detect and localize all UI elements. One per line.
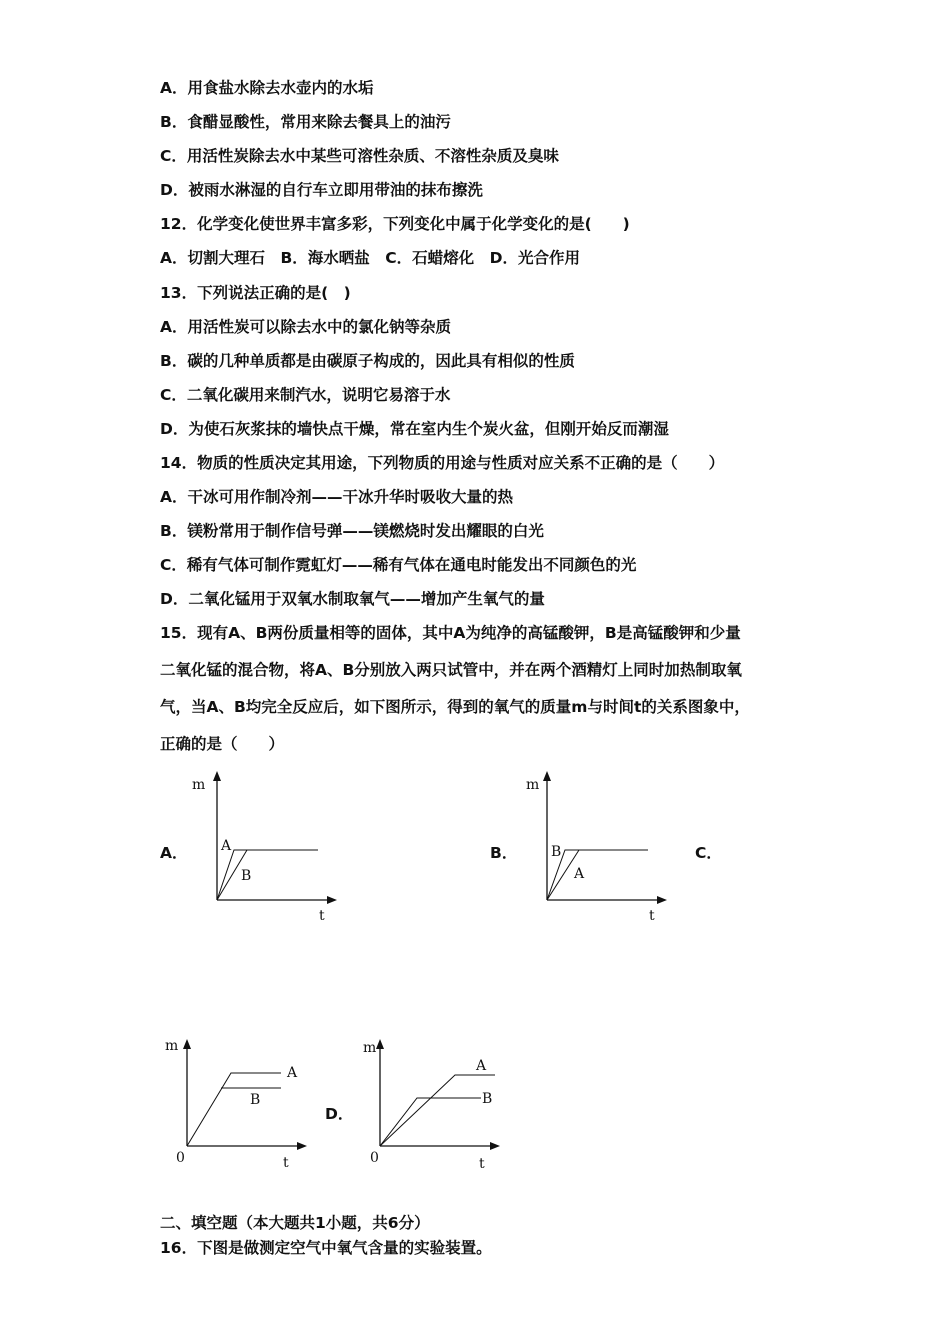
q16-stem: 16．下图是做测定空气中氧气含量的实验装置。 [160, 1239, 492, 1257]
q15-label-c: C． [695, 844, 722, 862]
y-axis-arrow [543, 771, 551, 781]
q11-option-c: C．用活性炭除去水中某些可溶性杂质、不溶性杂质及臭味 [160, 147, 559, 165]
q11-option-b: B．食醋显酸性，常用来除去餐具上的油污 [160, 113, 451, 131]
q13-stem: 13．下列说法正确的是( ) [160, 284, 351, 302]
y-axis-label: m [526, 777, 540, 793]
curve-label-b: B [250, 1092, 261, 1108]
q14-option-b: B．镁粉常用于制作信号弹——镁燃烧时发出耀眼的白光 [160, 522, 544, 540]
section-heading: 二、填空题（本大题共1小题，共6分） [160, 1214, 430, 1232]
y-axis-arrow [213, 771, 221, 781]
x-axis-label: t [319, 908, 325, 924]
x-axis-arrow [297, 1142, 307, 1150]
y-axis-arrow [183, 1039, 191, 1049]
q12-stem: 12．化学变化使世界丰富多彩，下列变化中属于化学变化的是( ) [160, 215, 630, 233]
q14-option-c: C．稀有气体可制作霓虹灯——稀有气体在通电时能发出不同颜色的光 [160, 556, 637, 574]
q14-option-d: D．二氧化锰用于双氧水制取氧气——增加产生氧气的量 [160, 590, 545, 608]
q15-label-b: B． [490, 844, 518, 862]
curve-b [547, 850, 648, 900]
curve-a [187, 1073, 281, 1146]
y-axis-label: m [192, 777, 206, 793]
origin-label: 0 [176, 1150, 185, 1166]
x-axis-arrow [327, 896, 337, 904]
x-axis-arrow [490, 1142, 500, 1150]
curve-label-a: A [221, 838, 232, 854]
curve-label-a: A [574, 866, 585, 882]
curve-label-a: A [476, 1058, 487, 1074]
origin-label: 0 [370, 1150, 379, 1166]
y-axis-label: m [165, 1038, 179, 1054]
q11-option-a: A．用食盐水除去水壶内的水垢 [160, 79, 374, 97]
q11-option-d: D．被雨水淋湿的自行车立即用带油的抹布擦洗 [160, 181, 483, 199]
curve-label-b: B [551, 844, 562, 860]
q13-option-c: C．二氧化碳用来制汽水，说明它易溶于水 [160, 386, 451, 404]
curve-label-a: A [287, 1065, 298, 1081]
q14-stem: 14．物质的性质决定其用途，下列物质的用途与性质对应关系不正确的是（ ） [160, 454, 725, 472]
curve-label-b: B [482, 1091, 493, 1107]
curve-label-b: B [241, 868, 252, 884]
q15-stem-line-3: 气，当A、B均完全反应后，如下图所示，得到的氧气的质量m与时间t的关系图象中， [160, 698, 750, 716]
graph-option-c [160, 1028, 320, 1178]
x-axis-label: t [479, 1156, 485, 1172]
x-axis-label: t [649, 908, 655, 924]
graph-option-a [185, 765, 345, 930]
q15-stem-line-1: 15．现有A、B两份质量相等的固体，其中A为纯净的高锰酸钾，B是高锰酸钾和少量 [160, 624, 741, 642]
q13-option-b: B．碳的几种单质都是由碳原子构成的，因此具有相似的性质 [160, 352, 575, 370]
x-axis-label: t [283, 1155, 289, 1171]
q15-label-d: D． [325, 1105, 354, 1123]
graph-option-d [355, 1028, 515, 1178]
curve-b [380, 1098, 481, 1146]
curve-a [380, 1075, 495, 1146]
q13-option-d: D．为使石灰浆抹的墙快点干燥，常在室内生个炭火盆，但刚开始反而潮湿 [160, 420, 669, 438]
q13-option-a: A．用活性炭可以除去水中的氯化钠等杂质 [160, 318, 451, 336]
graph-option-b [515, 765, 675, 930]
y-axis-label: m [363, 1040, 377, 1056]
x-axis-arrow [657, 896, 667, 904]
q14-option-a: A．干冰可用作制冷剂——干冰升华时吸收大量的热 [160, 488, 513, 506]
q15-label-a: A． [160, 844, 188, 862]
q12-options: A．切割大理石 B．海水晒盐 C．石蜡熔化 D．光合作用 [160, 249, 581, 267]
q15-stem-line-2: 二氧化锰的混合物，将A、B分别放入两只试管中，并在两个酒精灯上同时加热制取氧 [160, 661, 742, 679]
q15-stem-line-4: 正确的是（ ） [160, 735, 285, 753]
y-axis-arrow [376, 1039, 384, 1049]
